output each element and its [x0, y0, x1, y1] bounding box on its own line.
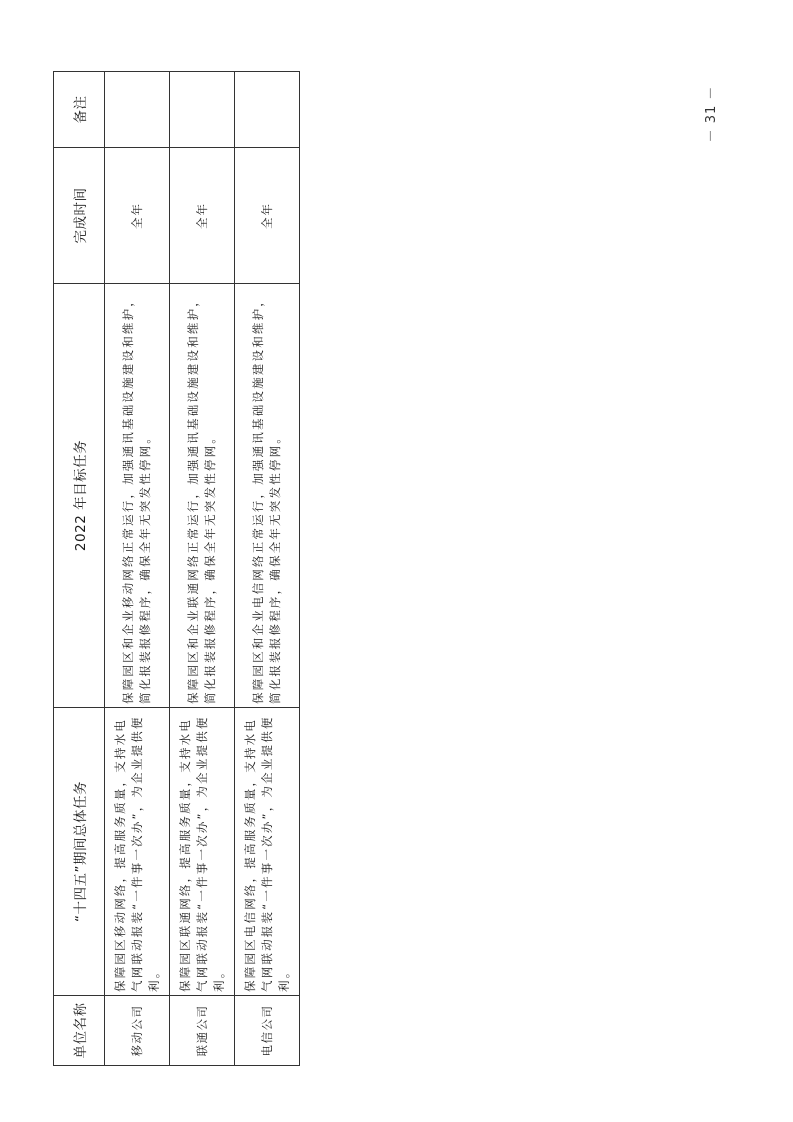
cell-completion-time: 全年 — [170, 148, 235, 284]
header-completion-time: 完成时间 — [54, 148, 105, 284]
header-unit: 单位名称 — [54, 996, 105, 1066]
cell-overall-task: 保障园区联通网络，提高服务质量，支持水电气网联动报装“一件事一次办”，为企业提供便利。 — [170, 708, 235, 996]
cell-completion-time: 全年 — [235, 148, 300, 284]
cell-remark — [170, 72, 235, 148]
cell-unit: 联通公司 — [170, 996, 235, 1066]
cell-overall-task: 保障园区移动网络，提高服务质量，支持水电气网联动报装“一件事一次办”，为企业提供便利。 — [105, 708, 170, 996]
table-row — [235, 72, 300, 1066]
cell-overall-task: 保障园区电信网络，提高服务质量，支持水电气网联动报装“一件事一次办”，为企业提供便利。 — [235, 708, 300, 996]
cell-completion-time: 全年 — [105, 148, 170, 284]
cell-remark — [105, 72, 170, 148]
cell-target-task: 保障园区和企业移动网络正常运行，加强通讯基础设施建设和维护，简化报装报修程序，确保全年无突发性停网。 — [105, 284, 170, 708]
header-target-task: 2022 年目标任务 — [54, 284, 105, 708]
cell-unit: 移动公司 — [105, 996, 170, 1066]
cell-target-task: 保障园区和企业联通网络正常运行，加强通讯基础设施建设和维护，简化报装报修程序，确保全年无突发性停网。 — [170, 284, 235, 708]
cell-target-task: 保障园区和企业电信网络正常运行，加强通讯基础设施建设和维护，简化报装报修程序，确保全年无突发性停网。 — [235, 284, 300, 708]
table-header-row — [54, 72, 105, 1066]
table-row — [170, 72, 235, 1066]
task-table — [53, 71, 300, 1066]
page-number: － 31 － — [704, 85, 719, 143]
cell-remark — [235, 72, 300, 148]
table-row — [105, 72, 170, 1066]
cell-unit: 电信公司 — [235, 996, 300, 1066]
header-remark: 备注 — [54, 72, 105, 148]
header-overall-task: “十四五”期间总体任务 — [54, 708, 105, 996]
